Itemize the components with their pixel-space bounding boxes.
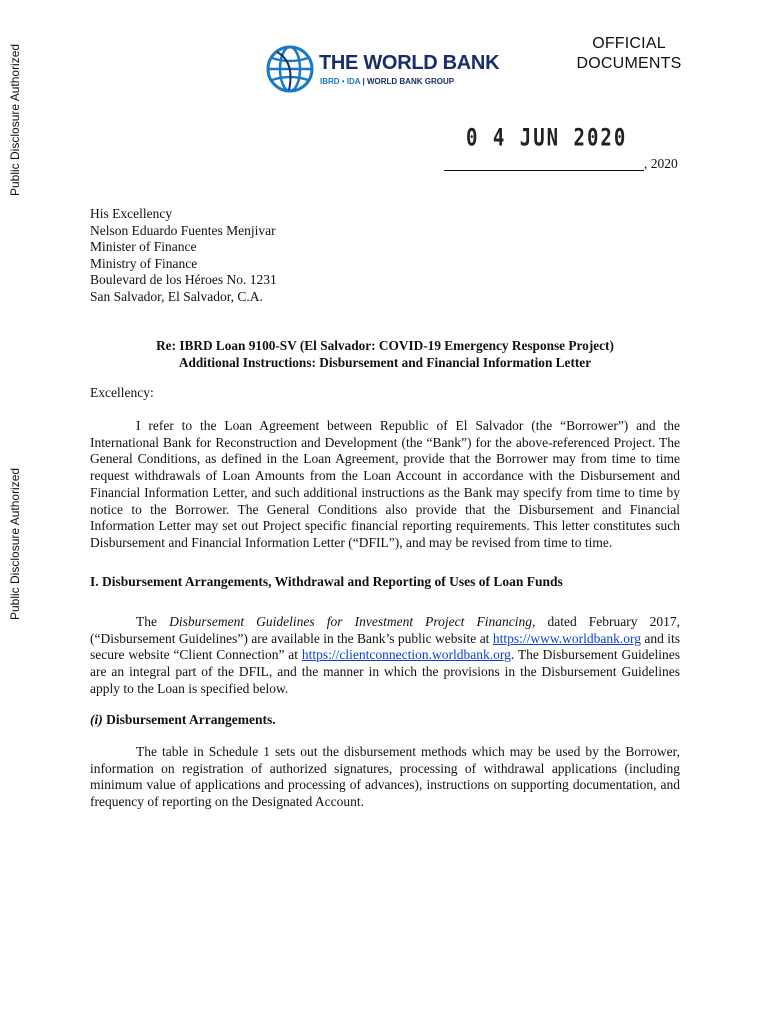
subject-heading [90,337,680,371]
client-connection-link[interactable]: https://clientconnection.worldbank.org [301,647,511,663]
official-line1: OFFICIAL [592,35,666,52]
subsection-title: Disbursement Arrangements. [102,712,276,727]
subsection-number: (i) [90,712,103,727]
logo-group: WORLD BANK GROUP [366,77,455,86]
subject-line1: Re: IBRD Loan 9100-SV (El Salvador: COVID-19 Emergency Response Project) [156,338,614,353]
guidelines-pre: The [136,614,170,629]
guidelines-title: Disbursement Guidelines for Investment Project Financing, [169,614,536,629]
paragraph-intro: I refer to the Loan Agreement between Republic of El Salvador (the “Borrower”) and the International Bank for Reconstruction and Development (the “Bank”) for the above-referenced Project. The General Conditions, as defined in the Loan Agreement, provide that the Borrower may from time to time request withdrawals of Loan Amounts from the Loan Account in accordance with the Disbursement and Financial Information Letter, and such additional instructions as the Bank may specify from time to time by notice to the Borrower. The General Conditions also provide that the Disbursement and Financial Information Letter may set out Project specific financial reporting requirements. This letter constitutes such Disbursement and Financial Information Letter (“DFIL”), and may be revised from time to time. [90,418,680,550]
subsection-heading [90,712,680,729]
date-year: , 2020 [644,156,678,171]
world-bank-logo [265,44,505,96]
worldbank-link[interactable]: https://www.worldbank.org [492,630,641,646]
disclosure-label-bottom: Public Disclosure Authorized [8,467,22,620]
paragraph-schedule: The table in Schedule 1 sets out the disbursement methods which may be used by the Borrower, information on registration of authorized signatures, processing of withdrawal applications (including minimum value of applications and processing of advances), instructions on supporting documentation, and frequency of reporting on the Designated Account. [90,744,680,810]
address-line: Minister of Finance [90,239,197,254]
address-line: San Salvador, El Salvador, C.A. [90,288,263,304]
subject-line2: Additional Instructions: Disbursement and Financial Information Letter [178,355,592,370]
logo-ibrd-ida: IBRD • IDA [320,77,361,86]
globe-icon [265,44,315,94]
date-underline [444,170,644,171]
address-line: Nelson Eduardo Fuentes Menjivar [90,222,276,238]
official-documents-label [570,34,688,74]
address-line: His Excellency [90,206,173,221]
guidelines-post: . The Disbursement Guidelines are an integral part of the DFIL, and the manner in which the provisions in the Disbursement Guidelines apply to the Loan is specified below. [90,647,680,696]
logo-subtitle [320,77,454,86]
logo-title: THE WORLD BANK [319,52,500,74]
guidelines-mid1: dated February 2017, (“Disbursement Guidelines”) are available in the Bank’s public website at [90,614,680,646]
recipient-address [90,206,277,305]
section-heading: I. Disbursement Arrangements, Withdrawal and Reporting of Uses of Loan Funds [90,574,563,589]
salutation: Excellency: [90,385,154,400]
address-line: Ministry of Finance [90,255,198,271]
logo-separator: | [360,77,367,86]
official-line2: DOCUMENTS [576,55,682,72]
disclosure-label-top: Public Disclosure Authorized [8,43,22,196]
date-stamp: 0 4 JUN 2020 [466,124,628,152]
paragraph-guidelines [90,614,680,698]
address-line: Boulevard de los Héroes No. 1231 [90,272,277,287]
guidelines-mid2: and its secure website “Client Connection” at [90,630,681,663]
